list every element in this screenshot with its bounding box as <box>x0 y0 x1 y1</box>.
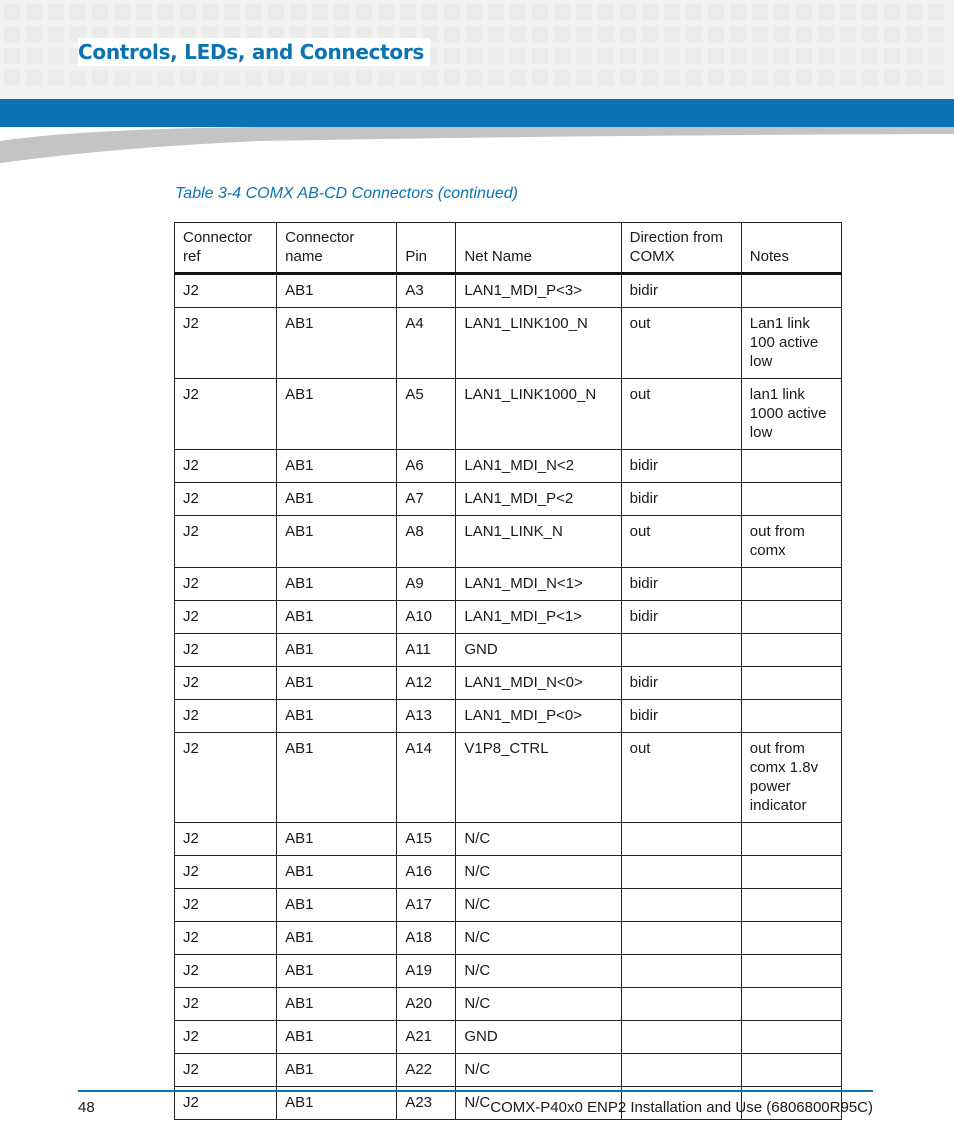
cell-net-name: LAN1_MDI_P<2 <box>456 483 621 516</box>
cell-notes <box>741 1021 841 1054</box>
pattern-square <box>466 26 482 42</box>
cell-connector-ref: J2 <box>175 922 277 955</box>
column-header-net-name: Net Name <box>456 223 621 274</box>
table-row <box>175 700 842 733</box>
pattern-square <box>378 70 394 86</box>
cell-net-name: LAN1_MDI_P<1> <box>456 601 621 634</box>
pattern-square <box>334 70 350 86</box>
pattern-square <box>4 70 20 86</box>
pattern-square <box>224 70 240 86</box>
pattern-square <box>488 48 504 64</box>
pattern-square <box>510 48 526 64</box>
table-row <box>175 568 842 601</box>
cell-connector-name: AB1 <box>277 700 397 733</box>
pattern-square <box>268 70 284 86</box>
cell-net-name: GND <box>456 634 621 667</box>
pattern-square <box>686 70 702 86</box>
column-header-direction: Direction from COMX <box>621 223 741 274</box>
cell-notes <box>741 700 841 733</box>
pattern-square <box>774 26 790 42</box>
cell-direction <box>621 922 741 955</box>
pattern-square <box>26 4 42 20</box>
cell-direction <box>621 856 741 889</box>
table-body <box>175 274 842 1120</box>
pattern-square <box>180 70 196 86</box>
pattern-square <box>70 70 86 86</box>
cell-connector-ref: J2 <box>175 955 277 988</box>
pattern-square <box>796 70 812 86</box>
cell-net-name: LAN1_MDI_N<0> <box>456 667 621 700</box>
pattern-square <box>4 26 20 42</box>
pattern-square <box>510 4 526 20</box>
cell-net-name: LAN1_MDI_P<0> <box>456 700 621 733</box>
cell-notes <box>741 988 841 1021</box>
cell-pin: A5 <box>397 379 456 450</box>
pattern-square <box>620 48 636 64</box>
cell-net-name: GND <box>456 1021 621 1054</box>
pattern-square <box>862 4 878 20</box>
pattern-square <box>686 26 702 42</box>
cell-connector-ref: J2 <box>175 856 277 889</box>
cell-direction <box>621 823 741 856</box>
pattern-square <box>246 70 262 86</box>
pattern-square <box>400 4 416 20</box>
cell-net-name: LAN1_MDI_N<2 <box>456 450 621 483</box>
pattern-square <box>444 48 460 64</box>
pattern-square <box>642 48 658 64</box>
cell-direction: bidir <box>621 700 741 733</box>
cell-pin: A12 <box>397 667 456 700</box>
cell-connector-ref: J2 <box>175 889 277 922</box>
pattern-square <box>444 26 460 42</box>
pattern-square <box>818 26 834 42</box>
cell-direction <box>621 955 741 988</box>
cell-connector-name: AB1 <box>277 667 397 700</box>
cell-net-name: V1P8_CTRL <box>456 733 621 823</box>
table-row <box>175 889 842 922</box>
pattern-square <box>268 4 284 20</box>
cell-pin: A17 <box>397 889 456 922</box>
pattern-square <box>202 4 218 20</box>
pattern-square <box>466 48 482 64</box>
pattern-square <box>796 48 812 64</box>
cell-direction: bidir <box>621 450 741 483</box>
section-title: Controls, LEDs, and Connectors <box>78 38 430 66</box>
pattern-square <box>510 26 526 42</box>
connector-table <box>174 222 842 1120</box>
pattern-square <box>422 70 438 86</box>
table-row <box>175 516 842 568</box>
pattern-square <box>664 48 680 64</box>
pattern-square <box>444 4 460 20</box>
pattern-square <box>576 48 592 64</box>
pattern-square <box>554 26 570 42</box>
cell-net-name: LAN1_LINK1000_N <box>456 379 621 450</box>
pattern-square <box>312 70 328 86</box>
cell-connector-ref: J2 <box>175 733 277 823</box>
cell-notes: out from comx <box>741 516 841 568</box>
pattern-square <box>444 70 460 86</box>
cell-connector-ref: J2 <box>175 1021 277 1054</box>
table-row <box>175 823 842 856</box>
pattern-square <box>136 4 152 20</box>
pattern-square <box>92 4 108 20</box>
pattern-square <box>840 4 856 20</box>
table-row <box>175 922 842 955</box>
cell-connector-ref: J2 <box>175 308 277 379</box>
column-header-connector-name: Connector name <box>277 223 397 274</box>
cell-connector-name: AB1 <box>277 1054 397 1087</box>
cell-connector-name: AB1 <box>277 988 397 1021</box>
pattern-square <box>488 26 504 42</box>
page-number: 48 <box>78 1099 95 1116</box>
cell-notes <box>741 274 841 308</box>
cell-connector-name: AB1 <box>277 733 397 823</box>
cell-pin: A22 <box>397 1054 456 1087</box>
cell-pin: A8 <box>397 516 456 568</box>
pattern-square <box>906 4 922 20</box>
pattern-square <box>356 70 372 86</box>
footer-rule <box>78 1090 873 1092</box>
pattern-square <box>818 70 834 86</box>
cell-connector-name: AB1 <box>277 955 397 988</box>
cell-connector-name: AB1 <box>277 823 397 856</box>
cell-net-name: N/C <box>456 922 621 955</box>
cell-notes <box>741 922 841 955</box>
pattern-square <box>752 4 768 20</box>
cell-notes <box>741 823 841 856</box>
cell-connector-name: AB1 <box>277 450 397 483</box>
cell-connector-ref: J2 <box>175 1087 277 1120</box>
cell-pin: A20 <box>397 988 456 1021</box>
pattern-square <box>840 26 856 42</box>
cell-connector-ref: J2 <box>175 483 277 516</box>
cell-connector-ref: J2 <box>175 823 277 856</box>
pattern-square <box>334 4 350 20</box>
cell-notes <box>741 955 841 988</box>
pattern-square <box>488 4 504 20</box>
pattern-square <box>928 70 944 86</box>
pattern-square <box>774 4 790 20</box>
pattern-square <box>884 48 900 64</box>
cell-notes: Lan1 link 100 active low <box>741 308 841 379</box>
cell-pin: A16 <box>397 856 456 889</box>
pattern-square <box>664 4 680 20</box>
pattern-square <box>928 26 944 42</box>
cell-net-name: N/C <box>456 823 621 856</box>
pattern-square <box>752 26 768 42</box>
pattern-square <box>840 48 856 64</box>
table-row <box>175 955 842 988</box>
cell-connector-name: AB1 <box>277 1087 397 1120</box>
cell-net-name: LAN1_LINK100_N <box>456 308 621 379</box>
pattern-square <box>752 48 768 64</box>
pattern-square <box>26 48 42 64</box>
cell-pin: A19 <box>397 955 456 988</box>
table-row <box>175 274 842 308</box>
pattern-square <box>554 4 570 20</box>
cell-direction: bidir <box>621 274 741 308</box>
pattern-square <box>26 70 42 86</box>
pattern-square <box>620 4 636 20</box>
pattern-square <box>488 70 504 86</box>
cell-pin: A13 <box>397 700 456 733</box>
cell-connector-name: AB1 <box>277 483 397 516</box>
cell-direction: bidir <box>621 483 741 516</box>
cell-net-name: LAN1_MDI_N<1> <box>456 568 621 601</box>
pattern-square <box>422 4 438 20</box>
pattern-square <box>730 70 746 86</box>
pattern-square <box>48 4 64 20</box>
cell-pin: A4 <box>397 308 456 379</box>
pattern-square <box>862 48 878 64</box>
cell-net-name: N/C <box>456 1054 621 1087</box>
pattern-square <box>906 70 922 86</box>
cell-notes <box>741 856 841 889</box>
pattern-square <box>48 70 64 86</box>
pattern-square <box>158 70 174 86</box>
pattern-square <box>356 4 372 20</box>
table-row <box>175 483 842 516</box>
pattern-square <box>708 70 724 86</box>
pattern-square <box>642 26 658 42</box>
pattern-square <box>884 70 900 86</box>
pattern-square <box>4 4 20 20</box>
table-row <box>175 856 842 889</box>
pattern-square <box>598 48 614 64</box>
cell-pin: A11 <box>397 634 456 667</box>
cell-pin: A9 <box>397 568 456 601</box>
cell-direction: bidir <box>621 601 741 634</box>
pattern-square <box>708 26 724 42</box>
cell-direction: bidir <box>621 568 741 601</box>
pattern-square <box>114 4 130 20</box>
table-row <box>175 1054 842 1087</box>
table-row <box>175 988 842 1021</box>
pattern-square <box>884 4 900 20</box>
table-row <box>175 667 842 700</box>
pattern-square <box>598 70 614 86</box>
pattern-square <box>664 70 680 86</box>
pattern-square <box>554 48 570 64</box>
cell-notes <box>741 889 841 922</box>
column-header-notes: Notes <box>741 223 841 274</box>
pattern-square <box>532 70 548 86</box>
table-caption: Table 3-4 COMX AB-CD Connectors (continued) <box>175 185 518 202</box>
cell-connector-ref: J2 <box>175 700 277 733</box>
cell-pin: A15 <box>397 823 456 856</box>
cell-pin: A6 <box>397 450 456 483</box>
pattern-square <box>906 26 922 42</box>
pattern-square <box>312 4 328 20</box>
cell-notes <box>741 568 841 601</box>
column-header-connector-ref: Connector ref <box>175 223 277 274</box>
cell-direction: out <box>621 733 741 823</box>
pattern-square <box>774 48 790 64</box>
cell-direction: out <box>621 379 741 450</box>
cell-pin: A14 <box>397 733 456 823</box>
cell-net-name: LAN1_MDI_P<3> <box>456 274 621 308</box>
pattern-square <box>906 48 922 64</box>
cell-connector-ref: J2 <box>175 274 277 308</box>
cell-direction <box>621 889 741 922</box>
pattern-square <box>576 26 592 42</box>
cell-direction <box>621 1054 741 1087</box>
pattern-square <box>202 70 218 86</box>
cell-direction: out <box>621 516 741 568</box>
pattern-square <box>774 70 790 86</box>
pattern-square <box>686 48 702 64</box>
pattern-square <box>180 4 196 20</box>
table-row <box>175 450 842 483</box>
cell-direction <box>621 634 741 667</box>
table-row <box>175 308 842 379</box>
pattern-square <box>290 4 306 20</box>
cell-connector-name: AB1 <box>277 601 397 634</box>
cell-connector-name: AB1 <box>277 634 397 667</box>
pattern-square <box>224 4 240 20</box>
document-title: COMX-P40x0 ENP2 Installation and Use (6806800R95C) <box>490 1099 873 1116</box>
pattern-square <box>48 26 64 42</box>
pattern-square <box>70 4 86 20</box>
pattern-square <box>26 26 42 42</box>
pattern-square <box>620 26 636 42</box>
cell-connector-name: AB1 <box>277 379 397 450</box>
pattern-square <box>532 4 548 20</box>
pattern-square <box>708 48 724 64</box>
pattern-square <box>598 4 614 20</box>
cell-connector-name: AB1 <box>277 1021 397 1054</box>
cell-direction: bidir <box>621 667 741 700</box>
header-gray-swoosh <box>0 127 954 163</box>
pattern-square <box>796 26 812 42</box>
cell-net-name: LAN1_LINK_N <box>456 516 621 568</box>
cell-connector-ref: J2 <box>175 667 277 700</box>
cell-pin: A3 <box>397 274 456 308</box>
cell-connector-name: AB1 <box>277 889 397 922</box>
cell-notes <box>741 1054 841 1087</box>
cell-connector-name: AB1 <box>277 516 397 568</box>
pattern-square <box>532 48 548 64</box>
pattern-square <box>818 4 834 20</box>
cell-connector-name: AB1 <box>277 922 397 955</box>
cell-direction: out <box>621 308 741 379</box>
pattern-square <box>576 70 592 86</box>
pattern-square <box>246 4 262 20</box>
table-row <box>175 1021 842 1054</box>
pattern-square <box>510 70 526 86</box>
pattern-square <box>752 70 768 86</box>
cell-notes <box>741 601 841 634</box>
cell-notes <box>741 450 841 483</box>
cell-connector-ref: J2 <box>175 601 277 634</box>
cell-pin: A18 <box>397 922 456 955</box>
pattern-square <box>290 70 306 86</box>
cell-connector-ref: J2 <box>175 1054 277 1087</box>
cell-net-name: N/C <box>456 889 621 922</box>
cell-connector-name: AB1 <box>277 856 397 889</box>
pattern-square <box>532 26 548 42</box>
column-header-pin: Pin <box>397 223 456 274</box>
pattern-square <box>158 4 174 20</box>
table-row <box>175 601 842 634</box>
pattern-square <box>928 48 944 64</box>
pattern-square <box>730 26 746 42</box>
cell-net-name: N/C <box>456 988 621 1021</box>
pattern-square <box>928 4 944 20</box>
cell-pin: A10 <box>397 601 456 634</box>
cell-pin: A7 <box>397 483 456 516</box>
pattern-square <box>730 48 746 64</box>
cell-notes <box>741 667 841 700</box>
cell-connector-name: AB1 <box>277 274 397 308</box>
pattern-square <box>840 70 856 86</box>
cell-direction <box>621 1021 741 1054</box>
table-row <box>175 379 842 450</box>
pattern-square <box>114 70 130 86</box>
cell-pin: A23 <box>397 1087 456 1120</box>
cell-notes: lan1 link 1000 active low <box>741 379 841 450</box>
pattern-square <box>796 4 812 20</box>
pattern-square <box>642 70 658 86</box>
pattern-square <box>730 4 746 20</box>
cell-connector-ref: J2 <box>175 379 277 450</box>
pattern-square <box>664 26 680 42</box>
pattern-square <box>466 4 482 20</box>
table-row <box>175 634 842 667</box>
cell-notes <box>741 634 841 667</box>
table-row <box>175 733 842 823</box>
pattern-square <box>4 48 20 64</box>
pattern-square <box>400 70 416 86</box>
pattern-square <box>686 4 702 20</box>
cell-connector-ref: J2 <box>175 634 277 667</box>
pattern-square <box>554 70 570 86</box>
cell-notes: out from comx 1.8v power indicator <box>741 733 841 823</box>
pattern-square <box>862 70 878 86</box>
pattern-square <box>598 26 614 42</box>
cell-direction <box>621 988 741 1021</box>
cell-net-name: N/C <box>456 1087 621 1120</box>
cell-net-name: N/C <box>456 955 621 988</box>
pattern-square <box>576 4 592 20</box>
cell-connector-name: AB1 <box>277 308 397 379</box>
cell-connector-ref: J2 <box>175 516 277 568</box>
cell-notes <box>741 483 841 516</box>
pattern-square <box>48 48 64 64</box>
header-blue-band <box>0 99 954 127</box>
pattern-square <box>378 4 394 20</box>
cell-net-name: N/C <box>456 856 621 889</box>
pattern-square <box>862 26 878 42</box>
pattern-square <box>136 70 152 86</box>
pattern-square <box>642 4 658 20</box>
cell-connector-ref: J2 <box>175 450 277 483</box>
cell-connector-ref: J2 <box>175 568 277 601</box>
pattern-square <box>620 70 636 86</box>
pattern-square <box>818 48 834 64</box>
cell-pin: A21 <box>397 1021 456 1054</box>
pattern-square <box>708 4 724 20</box>
pattern-square <box>884 26 900 42</box>
pattern-square <box>466 70 482 86</box>
cell-connector-name: AB1 <box>277 568 397 601</box>
table-header-row <box>175 223 842 274</box>
cell-connector-ref: J2 <box>175 988 277 1021</box>
pattern-square <box>92 70 108 86</box>
